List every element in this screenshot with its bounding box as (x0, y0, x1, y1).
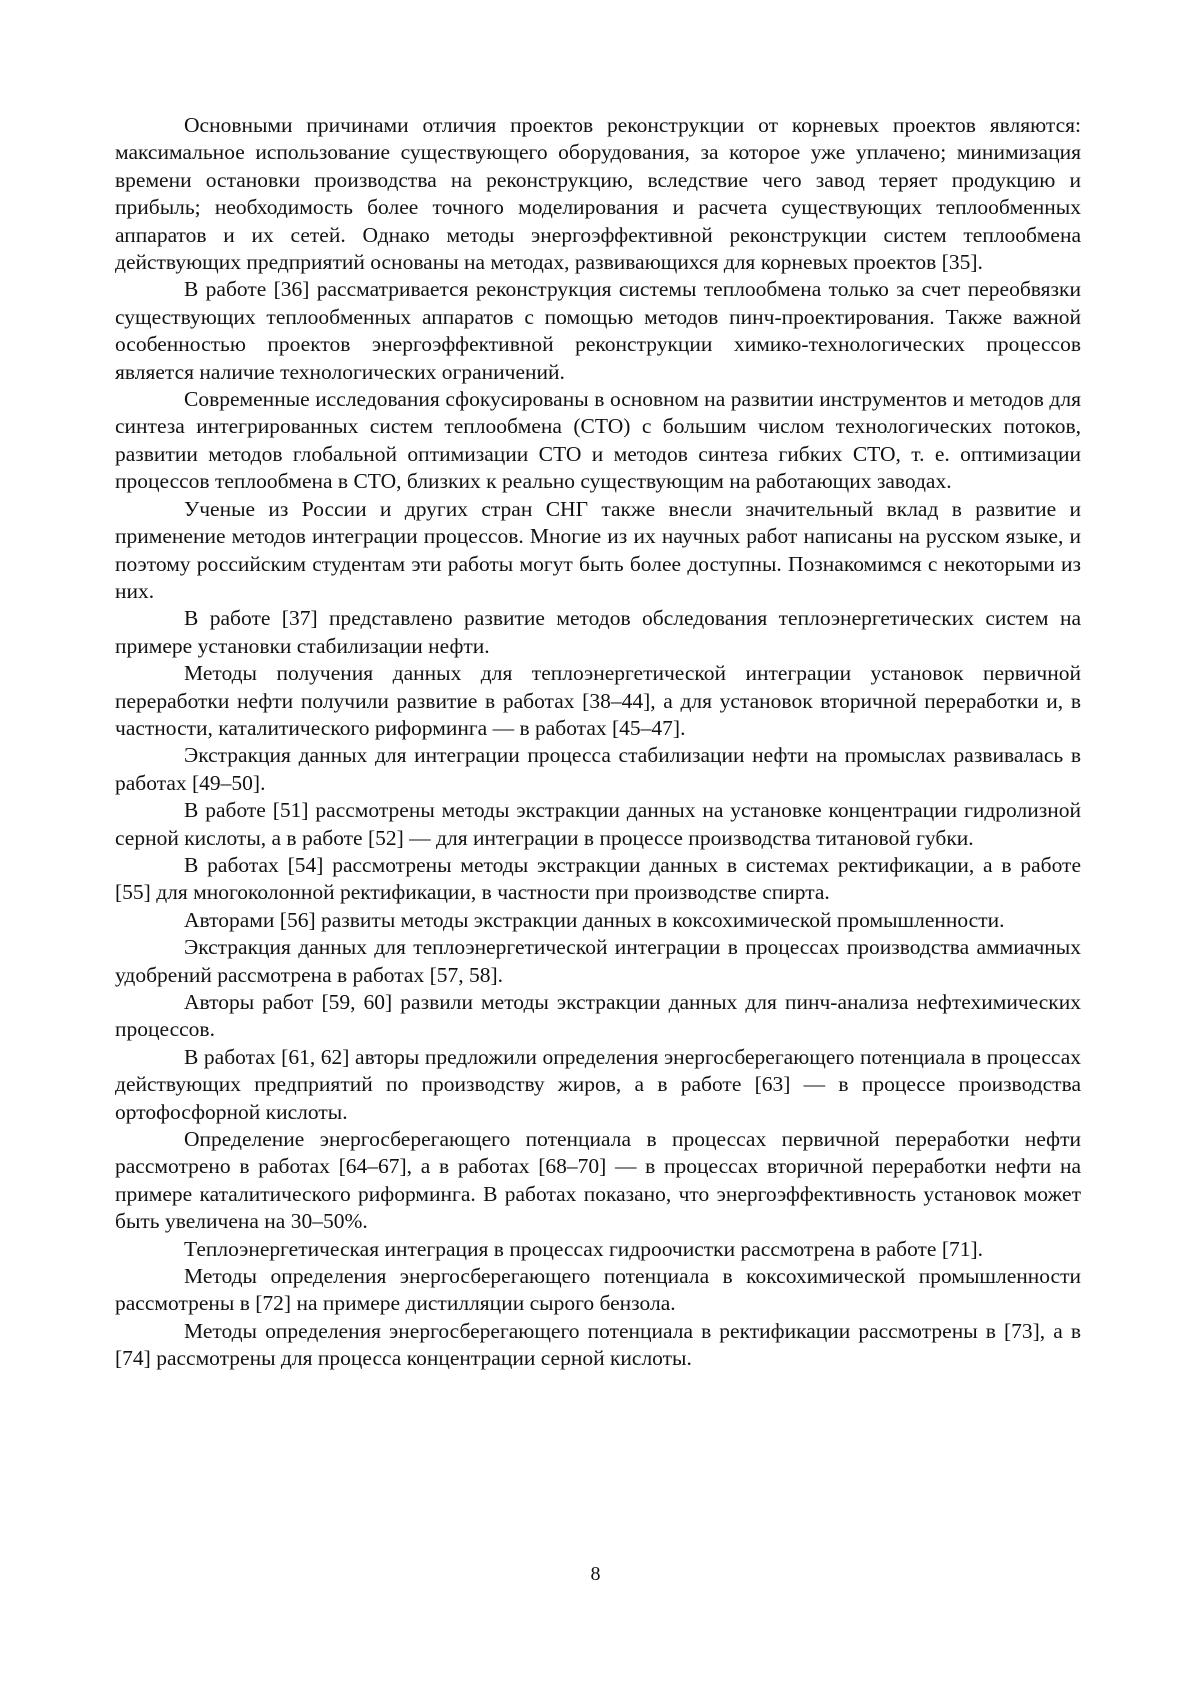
paragraph-work-72: Методы определения энергосберегающего потенциала в коксохимической промышленности рассмотрены в [72] на примере дистилляции сырого бензола. (115, 1264, 1081, 1316)
page-number: 8 (590, 1563, 601, 1585)
paragraph-russian-scientists: Ученые из России и других стран СНГ также внесли значительный вклад в развитие и применение методов интеграции процессов. Многие из их научных работ написаны на русском языке, и поэтому российским студентам эти работы могут быть более доступны. Познакомимся с некоторыми из них. (115, 496, 1081, 603)
paragraph-works-73-74: Методы определения энергосберегающего потенциала в ректификации рассмотрены в [73], а в [74] рассмотрены для процесса концентрации серной кислоты. (115, 1318, 1081, 1371)
paragraph-works-54-55: В работах [54] рассмотрены методы экстракции данных в системах ректификации, а в работе [55] для многоколонной ректификации, в частности при производстве спирта. (115, 852, 1081, 905)
paragraph-works-51-52: В работе [51] рассмотрены методы экстракции данных на установке концентрации гидролизной серной кислоты, а в работе [52] — для интеграции в процессе производства титановой губки. (115, 798, 1081, 850)
paragraph-work-36: В работе [36] рассматривается реконструкция системы теплообмена только за счет переобвязки существующих теплообменных аппаратов с помощью методов пинч-проектирования. Также важной особенностью проектов энергоэффективной реконструкции химико-технологических процессов является наличие технологических ограничений. (115, 277, 1081, 384)
paragraph-works-64-70: Определение энергосберегающего потенциала в процессах первичной переработки нефти рассмотрено в работах [64–67], а в работах [68–70] — в процессах вторичной переработки нефти на примере каталитического риформинга. В работах показано, что энергоэффективность установок может быть увеличена на 30–50%. (115, 1127, 1081, 1234)
paragraph-work-56: Авторами [56] развиты методы экстракции данных в коксохимической промышленности. (184, 907, 1005, 932)
paragraph-works-49-50: Экстракция данных для интеграции процесса стабилизации нефти на промыслах развивалась в работах [49–50]. (115, 743, 1081, 795)
paragraph-works-57-58: Экстракция данных для теплоэнергетической интеграции в процессах производства аммиачных удобрений рассмотрена в работах [57, 58]. (115, 935, 1081, 987)
paragraph-work-71: Теплоэнергетическая интеграция в процессах гидроочистки рассмотрена в работе [71]. (184, 1236, 984, 1261)
paragraph-works-38-47: Методы получения данных для теплоэнергетической интеграции установок первичной переработки нефти получили развитие в работах [38–44], а для установок вторичной переработки и, в частности, каталитического риформинга — в работах [45–47]. (115, 661, 1081, 740)
paragraph-reconstruction-reasons: Основными причинами отличия проектов реконструкции от корневых проектов являются: максимальное использование существующего оборудования, за которое уже уплачено; минимизация времени остановки производства на реконструкцию, вследствие чего завод теряет продукцию и прибыль; необходимость более точного моделирования и расчета существующих теплообменных аппаратов и их сетей. Однако методы энергоэффективной реконструкции систем теплообмена действующих предприятий основаны на методах, развивающихся для корневых проектов [35]. (115, 113, 1081, 275)
paragraph-works-61-63: В работах [61, 62] авторы предложили определения энергосберегающего потенциала в процессах действующих предприятий по производству жиров, а в работе [63] — в процессе производства ортофосфорной кислоты. (115, 1044, 1081, 1124)
paragraph-modern-research: Современные исследования сфокусированы в основном на развитии инструментов и методов для синтеза интегрированных систем теплообмена (СТО) с большим числом технологических потоков, развитии методов глобальной оптимизации СТО и методов синтеза гибких СТО, т. е. оптимизации процессов теплообмена в СТО, близких к реально существующим на работающих заводах. (115, 387, 1081, 494)
page-body (115, 112, 1081, 1373)
paragraph-work-37: В работе [37] представлено развитие методов обследования теплоэнергетических систем на примере установки стабилизации нефти. (115, 606, 1081, 658)
paragraph-works-59-60: Авторы работ [59, 60] развили методы экстракции данных для пинч-анализа нефтехимических процессов. (115, 990, 1081, 1042)
